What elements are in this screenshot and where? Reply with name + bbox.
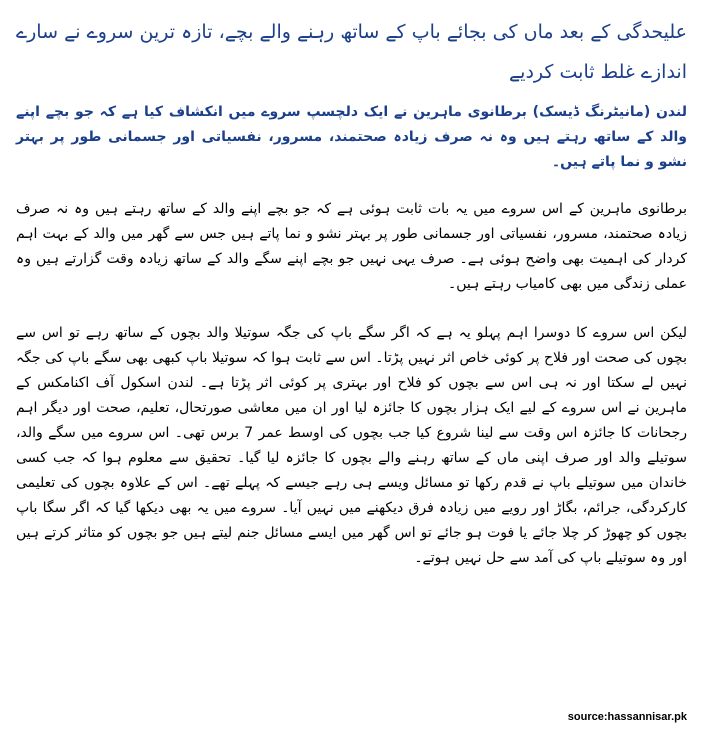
source-credit: source:hassannisar.pk [567, 711, 687, 723]
body-paragraph-2: لیکن اس سروے کا دوسرا اہم پہلو یہ ہے کہ اگر سگے باپ کی جگہ سوتیلا والد بچوں کے ساتھ رہے تو اس سے بچوں کی صحت اور فلاح پر کوئی خاص اثر نہیں پڑتا۔ اس سے ثابت ہوا کہ سوتیلا باپ کبھی بھی سگے باپ کی جگہ نہیں لے سکتا اور نہ ہی اس سے بچوں کو فلاح اور بہتری پر کوئی اثر پڑتا ہے۔ لندن اسکول آف اکنامکس کے ماہرین نے اس سروے کے لیے ایک ہزار بچوں کا جائزہ لیا اور ان میں معاشی صورتحال، تعلیم، صحت اور دیگر اہم رجحانات کا جائزہ اس وقت سے لینا شروع کیا جب بچوں کی اوسط عمر 7 برس تھی۔ اس سروے میں سگے والد، سوتیلے والد اور صرف اپنی ماں کے ساتھ رہنے والے بچوں کا جائزہ لیا گیا۔ تحقیق سے معلوم ہوا کہ جب کسی خاندان میں سوتیلے باپ نے قدم رکھا تو مسائل ویسے ہی رہے جیسے کہ پہلے تھے۔ اس کے علاوہ بچوں کی تعلیمی کارکردگی، جرائم، بگاڑ اور رویے میں زیادہ فرق دیکھنے میں نہیں آیا۔ سروے میں یہ بھی دیکھا گیا کہ اگر سگا باپ بچوں کو چھوڑ کر چلا جائے یا فوت ہو جائے تو اس گھر میں ایسے مسائل جنم لیتے ہیں جو بچوں کو متاثر کرتے ہیں اور وہ سوتیلے باپ کی آمد سے حل نہیں ہوتے۔ [16, 325, 687, 566]
article [16, 0, 687, 571]
intro-paragraph: لندن (مانیٹرنگ ڈیسک) برطانوی ماہرین نے ایک دلچسپ سروے میں انکشاف کیا ہے کہ جو بچے اپنے والد کے ساتھ رہتے ہیں وہ نہ صرف زیادہ صحتمند، مسرور، نفسیاتی اور جسمانی طور پر بہتر نشو و نما پاتے ہیں۔ [16, 104, 687, 170]
headline: علیحدگی کے بعد ماں کی بجائے باپ کے ساتھ رہنے والے بچے، تازہ ترین سروے نے سارے اندازے غلط ثابت کردیے [16, 21, 687, 83]
body-paragraph-1: برطانوی ماہرین کے اس سروے میں یہ بات ثابت ہوئی ہے کہ جو بچے اپنے والد کے ساتھ رہتے ہیں وہ نہ صرف زیادہ صحتمند، مسرور، نفسیاتی اور جسمانی طور پر بہتر نشو و نما پاتے ہیں جس سے گھر میں والد کے بہت اہم کردار کی اہمیت بھی واضح ہوئی ہے۔ صرف یہی نہیں جو بچے اپنے سگے والد کے ساتھ زیادہ وقت گزارتے ہیں وہ عملی زندگی میں بھی کامیاب رہتے ہیں۔ [16, 201, 687, 292]
